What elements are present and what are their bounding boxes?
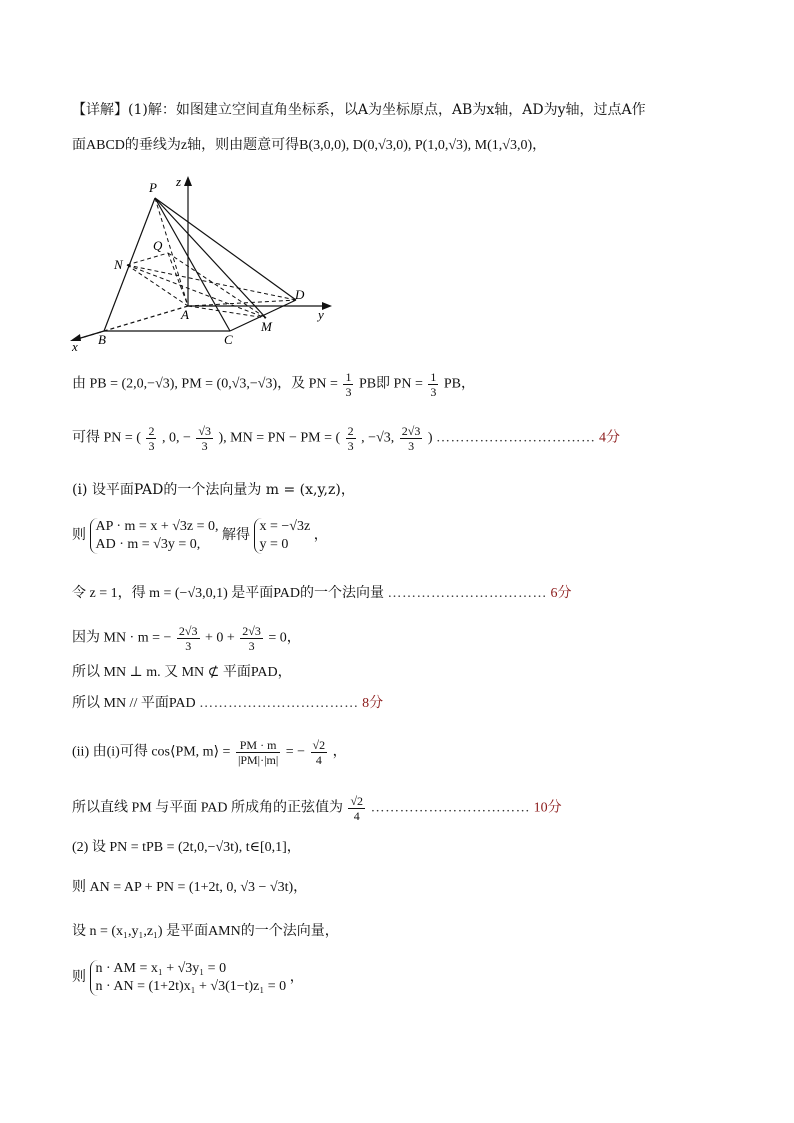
system-amn-suffix: ， bbox=[289, 970, 304, 986]
equation-n-am: n · AM = x₁ + √3y₁ = 0 bbox=[95, 961, 227, 976]
mn-result-close: ) bbox=[427, 430, 433, 446]
normal-amn-line bbox=[72, 922, 339, 942]
normal-vector-result-text: 令 z = 1，得 m = (−√3,0,1) 是平面PAD的一个法向量 bbox=[72, 586, 385, 601]
score-8: 8分 bbox=[362, 696, 384, 711]
coordinates-text: 面ABCD的垂线为z轴，则由题意可得B(3,0,0), D(0,√3,0), P(1,0,√3), M(1,√3,0)， bbox=[72, 138, 547, 153]
normal-amn-text: 设 n = (x₁,y₁,z₁) 是平面AMN的一个法向量， bbox=[72, 924, 339, 939]
mn-result-text: ), MN = PN − PM = ( bbox=[218, 430, 341, 446]
system-pad-line bbox=[72, 518, 328, 554]
dot-leader: …………………………… bbox=[436, 430, 596, 446]
perpendicular-line bbox=[72, 663, 292, 683]
vector-pb-line bbox=[72, 370, 475, 399]
cosine-line bbox=[72, 738, 347, 767]
edge-PM bbox=[155, 198, 266, 318]
fraction-two-thirds: $\frac{2}{3}$ bbox=[148, 424, 155, 453]
dot-leader: …………………………… bbox=[387, 586, 548, 601]
normal-vector-intro-line bbox=[72, 480, 355, 500]
dot-product-text: 因为 MN · m = − bbox=[72, 630, 172, 646]
fraction-cosine: $\frac{PM \cdot m}{|PM|\cdot|m|}$ bbox=[237, 738, 279, 767]
system-prefix: 则 bbox=[72, 528, 86, 544]
equation-ad-m: AD · m = √3y = 0, bbox=[95, 537, 201, 552]
edge-AD bbox=[188, 300, 296, 306]
fraction-sqrt2-quarter: $\frac{√2}{4}$ bbox=[312, 738, 326, 767]
fraction-sqrt2-quarter-2: $\frac{√2}{4}$ bbox=[350, 794, 364, 823]
cosine-text: (ii) 由(i)可得 cos⟨PM, m⟩ = bbox=[72, 744, 234, 760]
label-Q: Q bbox=[153, 238, 163, 253]
fraction-two-thirds-2: $\frac{2}{3}$ bbox=[347, 424, 354, 453]
score-10: 10分 bbox=[533, 800, 562, 816]
system-solve-label: 解得 bbox=[222, 528, 251, 544]
perpendicular-text: 所以 MN ⊥ m. 又 MN ⊄ 平面PAD， bbox=[72, 665, 292, 680]
parallel-conclusion-line bbox=[72, 694, 383, 714]
pn-result-text: 可得 PN = ( bbox=[72, 430, 141, 446]
z-axis-arrow bbox=[184, 176, 192, 186]
normal-vector-intro-text: (i) 设平面PAD的一个法向量为 m = (x,y,z)， bbox=[72, 482, 355, 498]
solution-intro-text: 【详解】(1)解：如图建立空间直角坐标系，以A为坐标原点，AB为x轴，AD为y轴，过点A作 bbox=[72, 102, 646, 118]
edge-PD bbox=[155, 198, 296, 300]
label-P: P bbox=[149, 180, 157, 195]
fraction-2sqrt3-third-a: $\frac{2√3}{3}$ bbox=[178, 624, 198, 653]
solution-x: x = −√3z bbox=[259, 519, 311, 534]
system-solution bbox=[254, 518, 311, 554]
label-A: A bbox=[181, 307, 189, 322]
parallel-conclusion-text: 所以 MN // 平面PAD bbox=[72, 696, 196, 711]
label-B: B bbox=[98, 332, 106, 347]
equation-ap-m: AP · m = x + √3z = 0, bbox=[95, 519, 219, 534]
system-amn-prefix: 则 bbox=[72, 970, 86, 986]
pn-result-mid: , 0, − bbox=[161, 430, 191, 446]
fraction-sqrt3-third: $\frac{√3}{3}$ bbox=[198, 424, 211, 453]
edge-AM bbox=[188, 306, 266, 318]
part2-setup-line bbox=[72, 838, 301, 858]
label-D: D bbox=[295, 287, 305, 302]
vector-pn-text: PB即 PN = bbox=[358, 376, 427, 392]
label-C: C bbox=[224, 332, 233, 347]
label-z: z bbox=[176, 174, 182, 189]
dot-product-mid: + 0 + bbox=[205, 630, 239, 646]
cosine-end: ， bbox=[332, 744, 347, 760]
fraction-one-third: $\frac{1}{3}$ bbox=[345, 370, 352, 399]
dot-leader: …………………………… bbox=[370, 800, 531, 816]
vector-an-text: 则 AN = AP + PN = (1+2t, 0, √3 − √3t)， bbox=[72, 880, 308, 895]
label-x: x bbox=[72, 339, 78, 353]
fraction-2sqrt3-third: $\frac{2√3}{3}$ bbox=[401, 424, 421, 453]
vector-pb-tail: PB， bbox=[443, 376, 475, 392]
coordinates-line bbox=[72, 136, 546, 156]
sine-conclusion-text: 所以直线 PM 与平面 PAD 所成角的正弦值为 bbox=[72, 800, 343, 816]
normal-vector-result-line bbox=[72, 584, 572, 604]
score-4: 4分 bbox=[599, 430, 621, 446]
label-N: N bbox=[114, 257, 123, 272]
dot-product-end: = 0， bbox=[268, 630, 301, 646]
fraction-2sqrt3-third-b: $\frac{2√3}{3}$ bbox=[242, 624, 261, 653]
pyramid-figure bbox=[70, 168, 350, 353]
label-M: M bbox=[261, 319, 272, 334]
mn-result-mid: , −√3, bbox=[361, 430, 398, 446]
vector-an-line bbox=[72, 878, 307, 898]
edge-QA bbox=[168, 253, 188, 306]
system-equations-1 bbox=[90, 518, 219, 554]
solution-y: y = 0 bbox=[259, 537, 289, 552]
edge-NM bbox=[127, 265, 266, 318]
label-y: y bbox=[318, 307, 324, 322]
solution-intro-line bbox=[72, 100, 646, 120]
system-equations-2 bbox=[90, 960, 287, 996]
dot-product-line bbox=[72, 624, 301, 653]
system-suffix: ， bbox=[313, 528, 328, 544]
equation-n-an: n · AN = (1+2t)x₁ + √3(1−t)z₁ = 0 bbox=[95, 979, 287, 994]
vector-mn-line bbox=[72, 424, 620, 453]
vector-pb-text: 由 PB = (2,0,−√3), PM = (0,√3,−√3)，及 PN = bbox=[72, 376, 342, 392]
system-amn-line bbox=[72, 960, 304, 996]
dot-leader: …………………………… bbox=[199, 696, 359, 711]
sine-conclusion-line bbox=[72, 794, 562, 823]
score-6: 6分 bbox=[550, 586, 572, 601]
fraction-one-third-2: $\frac{1}{3}$ bbox=[430, 370, 437, 399]
cosine-equals: = − bbox=[285, 744, 306, 760]
part2-setup-text: (2) 设 PN = tPB = (2t,0,−√3t), t∈[0,1]， bbox=[72, 840, 301, 855]
